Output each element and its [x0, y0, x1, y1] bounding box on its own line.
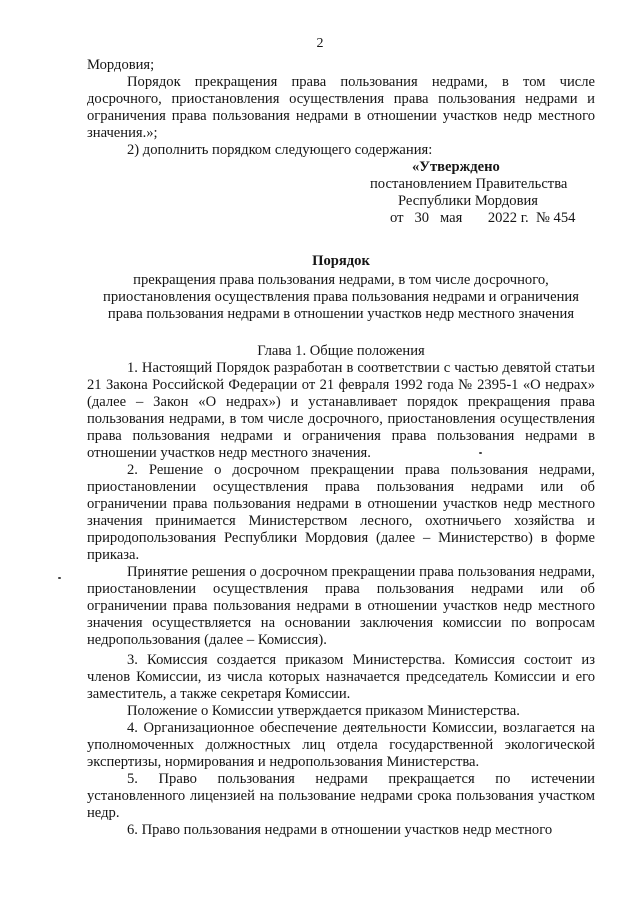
approval-day: 30: [414, 210, 430, 226]
approval-from: от: [390, 210, 404, 226]
approval-authority: постановлением Правительства: [370, 176, 568, 192]
paragraph-2: 2. Решение о досрочном прекращении права пользования недрами, приостановлении осуществления права пользования недрами или об ограничении права пользования недрами в отношении участков недр местного значения принимается Министерством лесного, охотничьего хозяйства и природопользования Республики Мордовия (далее – Министерство) в форме приказа.: [87, 462, 595, 563]
scan-speck: [58, 577, 61, 579]
document-title: Порядок: [312, 253, 370, 269]
paragraph-1: 1. Настоящий Порядок разработан в соответствии с частью девятой статьи 21 Закона Российской Федерации от 21 февраля 1992 года № 2395-1 «О недрах» (далее – Закон «О недрах») и устанавливает порядок прекращения права пользования недрами, в том числе досрочного, приостановления осуществления права пользования недрами и ограничения права пользования недрами в отношении участков недр местного значения.: [87, 360, 595, 461]
approval-region: Республики Мордовия: [398, 193, 539, 209]
intro-paragraph: Порядок прекращения права пользования недрами, в том числе досрочного, приостановления осуществления права пользования недрами и ограничения права пользования недрами в отношении участков недр местного значения.»;: [87, 74, 595, 141]
approval-heading: «Утверждено: [412, 159, 500, 175]
approval-stamp: [87, 159, 595, 227]
chapter-heading: Глава 1. Общие положения: [257, 343, 425, 359]
paragraph-2-continued: Принятие решения о досрочном прекращении права пользования недрами, приостановлении осуществления права пользования недрами или об ограничении права пользования недрами в отношении участков недр местного значения осуществляется на основании заключения комиссии по вопросам недропользования (далее – Комиссия).: [87, 564, 595, 648]
document-subtitle: прекращения права пользования недрами, в том числе досрочного, приостановления осуществления права пользования недрами и ограничения права пользования недрами в отношении участков недр местного значения: [103, 272, 579, 322]
intro-line: Мордовия;: [87, 57, 155, 73]
scan-speck: [479, 452, 482, 454]
paragraph-3: 3. Комиссия создается приказом Министерства. Комиссия состоит из членов Комиссии, из числа которых назначается председатель Комиссии и его заместитель, а также секретаря Комиссии.: [87, 652, 595, 702]
page-number: 2: [316, 36, 324, 51]
paragraph-3-continued: Положение о Комиссии утверждается приказом Министерства.: [127, 703, 520, 719]
approval-number: № 454: [535, 210, 576, 226]
paragraph-4: 4. Организационное обеспечение деятельности Комиссии, возлагается на уполномоченных должностных лиц отдела государственной экологической экспертизы, нормирования и недропользования Министерства.: [87, 720, 595, 770]
paragraph-6: 6. Право пользования недрами в отношении участков недр местного: [127, 822, 553, 838]
paragraph-5: 5. Право пользования недрами прекращается по истечении установленного лицензией на пользование недрами срока пользования участком недр.: [87, 771, 595, 821]
approval-month: мая: [439, 210, 463, 226]
approval-year: 2022 г.: [487, 210, 529, 226]
amendment-item: 2) дополнить порядком следующего содержания:: [127, 142, 433, 158]
document-body: [87, 57, 595, 839]
approval-date-line: [370, 210, 595, 227]
